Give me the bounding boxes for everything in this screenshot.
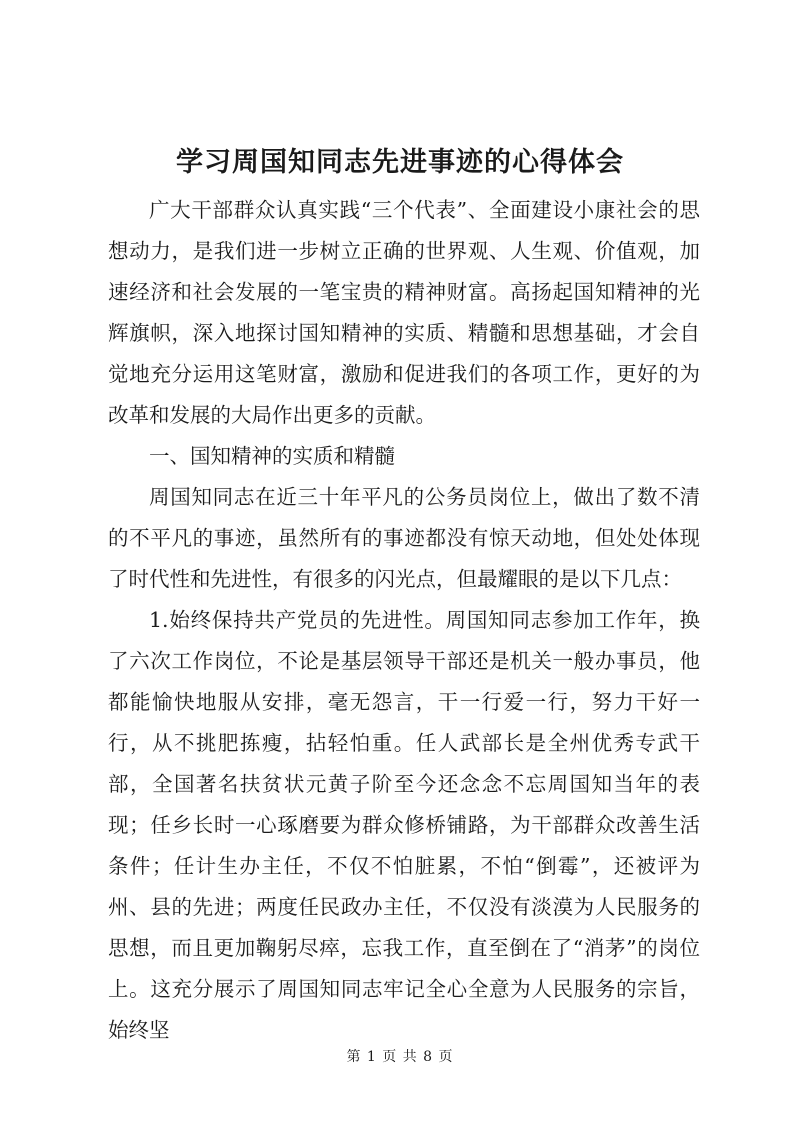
paragraph-summary: 周国知同志在近三十年平凡的公务员岗位上，做出了数不清的不平凡的事迹，虽然所有的事迹都没有惊天动地，但处处体现了时代性和先进性，有很多的闪光点，但最耀眼的是以下几点： xyxy=(108,485,700,591)
document-title: 学习周国知同志先进事迹的心得体会 xyxy=(176,147,624,178)
paragraph-intro: 广大干部群众认真实践“三个代表”、全面建设小康社会的思想动力，是我们进一步树立正确的世界观、人生观、价值观，加速经济和社会发展的一笔宝贵的精神财富。高扬起国知精神的光辉旗帜，深入地探讨国知精神的实质、精髓和思想基础，才会自觉地充分运用这笔财富，激励和促进我们的各项工作，更好的为改革和发展的大局作出更多的贡献。 xyxy=(108,198,700,427)
page-footer: 第 1 页 共 8 页 xyxy=(346,1049,454,1065)
document-body xyxy=(108,190,700,1051)
section-heading: 一、国知精神的实质和精髓 xyxy=(149,444,395,468)
paragraph-point-1: 1.始终保持共产党员的先进性。周国知同志参加工作年，换了六次工作岗位，不论是基层领导干部还是机关一般办事员，他都能愉快地服从安排，毫无怨言，干一行爱一行，努力干好一行，从不挑肥拣瘦，拈轻怕重。任人武部长是全州优秀专武干部，全国著名扶贫状元黄子阶至今还念念不忘周国知当年的表现；任乡长时一心琢磨要为群众修桥铺路，为干部群众改善生活条件；任计生办主任，不仅不怕脏累，不怕“倒霉”，还被评为州、县的先进；两度任民政办主任，不仅没有淡漠为人民服务的思想，而且更加鞠躬尽瘁，忘我工作，直至倒在了“消茅”的岗位上。这充分展示了周国知同志牢记全心全意为人民服务的宗旨，始终坚 xyxy=(108,608,700,1042)
